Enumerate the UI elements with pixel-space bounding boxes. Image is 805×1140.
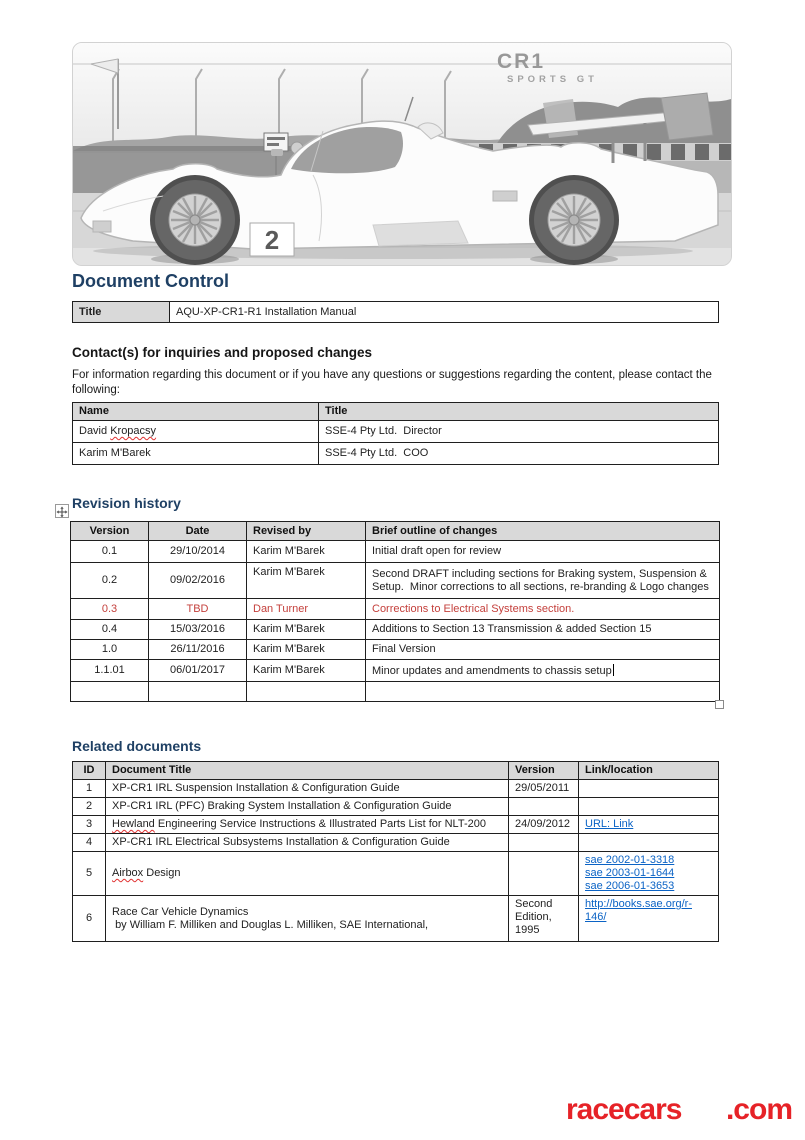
related-heading: Related documents: [72, 738, 202, 754]
wing-endplate: [661, 93, 713, 140]
contacts-header-name: Name: [73, 403, 319, 421]
revision-heading: Revision history: [72, 495, 181, 511]
brand-tld: .com: [725, 1093, 792, 1126]
revision-header-version: Version: [71, 522, 149, 541]
related-documents-table: [72, 761, 719, 942]
revision-row: 1.0 26/11/2016 Karim M'Barek Final Version: [71, 640, 720, 660]
table-move-handle-icon[interactable]: [55, 504, 69, 518]
contacts-header-title: Title: [319, 403, 719, 421]
related-row: 4 XP-CR1 IRL Electrical Subsystems Installation & Configuration Guide: [73, 834, 719, 852]
related-row: 3 Hewland Engineering Service Instructions & Illustrated Parts List for NLT-200 24/09/2012 URL: Link: [73, 816, 719, 834]
revision-table: [70, 521, 720, 702]
related-header-id: ID: [73, 762, 106, 780]
misspelled-word: Airbox: [112, 867, 144, 879]
related-row: 2 XP-CR1 IRL (PFC) Braking System Installation & Configuration Guide: [73, 798, 719, 816]
table-resize-handle-icon[interactable]: [715, 700, 724, 709]
revision-row: 0.1 29/10/2014 Karim M'Barek Initial draft open for review: [71, 541, 720, 563]
page-title: Document Control: [72, 271, 229, 291]
rear-wheel: [534, 180, 614, 260]
revision-row-empty: [71, 682, 720, 702]
revision-row-pending: 0.3 TBD Dan Turner Corrections to Electrical Systems section.: [71, 599, 720, 620]
contact-title: SSE-4 Pty Ltd. Director: [319, 421, 719, 443]
cr1-logo-text: CR1: [497, 50, 546, 73]
sae-paper-link[interactable]: sae 2002-01-3318: [585, 854, 675, 866]
title-value: AQU-XP-CR1-R1 Installation Manual: [170, 302, 719, 323]
hero-photo: [72, 42, 732, 266]
sae-paper-link[interactable]: sae 2003-01-1644: [585, 867, 675, 879]
contact-row: [73, 421, 719, 443]
revision-header-by: Revised by: [247, 522, 366, 541]
race-car-photo: [73, 43, 731, 265]
revision-header-date: Date: [149, 522, 247, 541]
cr1-logo-subtext: SPORTS GT: [507, 74, 598, 85]
brand-name: racecars: [566, 1093, 682, 1126]
related-row: 5 Airbox Design sae 2002-01-3318 sae 2003-01-1644 sae 2006-01-3653: [73, 852, 719, 896]
text-cursor: [613, 664, 614, 676]
front-wheel: [155, 180, 235, 260]
related-header-link: Link/location: [579, 762, 719, 780]
revision-row: 1.1.01 06/01/2017 Karim M'Barek Minor updates and amendments to chassis setup: [71, 660, 720, 682]
revision-header-changes: Brief outline of changes: [366, 522, 720, 541]
contacts-intro: For information regarding this document or if you have any questions or suggestions regarding the content, please contact the following:: [72, 369, 712, 396]
contact-name: David: [79, 425, 111, 437]
title-label: Title: [73, 302, 170, 323]
related-row: 1 XP-CR1 IRL Suspension Installation & Configuration Guide 29/05/2011: [73, 780, 719, 798]
title-table: [72, 301, 719, 323]
car-number-panel: [250, 223, 294, 256]
sae-paper-link[interactable]: sae 2006-01-3653: [585, 880, 675, 892]
contact-title: SSE-4 Pty Ltd. COO: [319, 443, 719, 465]
mirror: [271, 149, 283, 156]
revision-row: 0.4 15/03/2016 Karim M'Barek Additions to Section 13 Transmission & added Section 15: [71, 620, 720, 640]
book-link[interactable]: http://books.sae.org/r-146/: [585, 898, 692, 923]
contacts-heading: Contact(s) for inquiries and proposed changes: [72, 345, 373, 360]
revision-row: 0.2 09/02/2016 Karim M'Barek Second DRAFT including sections for Braking system, Suspension & Setup. Minor corrections to all sections, re-branding & Logo changes: [71, 563, 720, 599]
related-header-title: Document Title: [106, 762, 509, 780]
side-intake: [373, 221, 468, 246]
related-row: 6 Race Car Vehicle Dynamics by William F. Milliken and Douglas L. Milliken, SAE International, Second Edition, 1995 http://books.sae.org/r-146/: [73, 896, 719, 942]
racecars-logo: [566, 1093, 792, 1127]
car-number: 2: [264, 225, 280, 255]
related-header-version: Version: [509, 762, 579, 780]
contacts-table: [72, 402, 719, 465]
contact-row: [73, 443, 719, 465]
misspelled-word: Kropacsy: [110, 425, 157, 437]
document-link[interactable]: URL: Link: [585, 818, 634, 830]
misspelled-word: Hewland: [112, 818, 155, 830]
contact-name: Karim M'Barek: [79, 447, 151, 459]
